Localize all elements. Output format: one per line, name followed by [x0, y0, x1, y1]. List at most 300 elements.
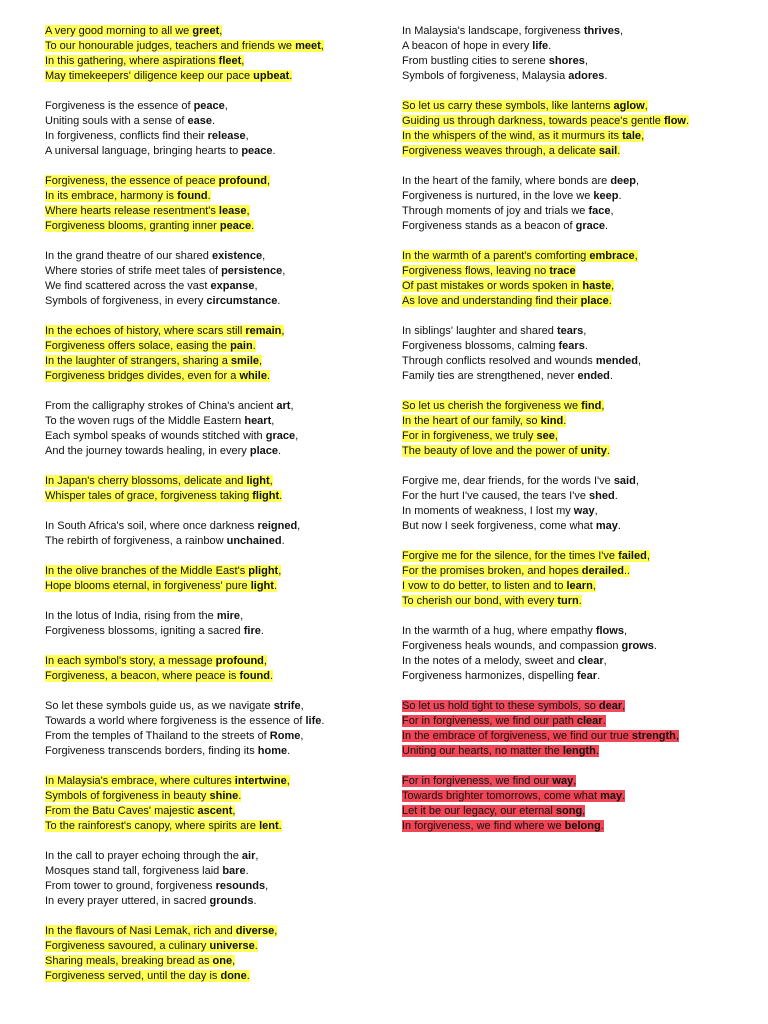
line-highlight — [45, 175, 270, 187]
rhyme-word: learn — [566, 580, 593, 592]
poem-line — [402, 504, 742, 519]
poem-line — [402, 369, 742, 384]
rhyme-word: mire — [216, 610, 241, 622]
line-text: Through conflicts resolved and wounds — [402, 355, 596, 367]
line-highlight — [45, 535, 285, 547]
poem-line — [402, 69, 742, 84]
line-text: In South Africa's soil, where once darkness — [45, 520, 258, 532]
line-text: In forgiveness, we find where we — [402, 820, 565, 832]
line-punctuation: , — [573, 775, 577, 787]
line-text: So let us carry these symbols, like lanterns — [402, 100, 614, 112]
line-punctuation: . — [245, 865, 249, 877]
line-text: In moments of weakness, I lost my — [402, 505, 574, 517]
line-text: Of past mistakes or words spoken in — [402, 280, 583, 292]
line-punctuation: . — [246, 970, 250, 982]
line-punctuation: , — [554, 430, 558, 442]
line-highlight — [402, 115, 689, 127]
rhyme-word: find — [581, 400, 602, 412]
line-punctuation: , — [582, 805, 586, 817]
rhyme-word: place — [580, 295, 609, 307]
line-punctuation: , — [297, 520, 301, 532]
line-punctuation: .. — [623, 565, 631, 577]
line-text: Forgive me for the silence, for the times I've — [402, 550, 619, 562]
line-punctuation: , — [635, 475, 639, 487]
rhyme-word: mended — [595, 355, 639, 367]
poem-line — [45, 399, 380, 414]
line-punctuation: . — [597, 670, 601, 682]
line-punctuation: , — [266, 175, 270, 187]
poem-line — [402, 489, 742, 504]
line-highlight — [45, 940, 258, 952]
poem-line — [45, 939, 380, 954]
poem-line — [402, 474, 742, 489]
line-punctuation: , — [224, 100, 228, 112]
rhyme-word: greet — [192, 25, 220, 37]
stanza — [45, 324, 380, 384]
poem-line — [45, 279, 380, 294]
poem-line — [402, 804, 742, 819]
rhyme-word: fire — [243, 625, 261, 637]
poem-line — [402, 819, 742, 834]
line-text: Hope blooms eternal, in forgiveness' pure — [45, 580, 251, 592]
line-punctuation: , — [219, 25, 223, 37]
rhyme-word: profound — [215, 655, 264, 667]
line-punctuation: , — [594, 505, 598, 517]
rhyme-word: resounds — [215, 880, 266, 892]
poem-line — [45, 354, 380, 369]
poem-line — [402, 294, 742, 309]
line-punctuation: . — [287, 745, 291, 757]
line-text: In the warmth of a hug, where empathy — [402, 625, 596, 637]
line-highlight — [45, 205, 250, 217]
line-text: Forgiveness, the essence of peace — [45, 175, 219, 187]
line-highlight — [402, 280, 614, 292]
line-text: In its embrace, harmony is — [45, 190, 178, 202]
line-text: Whisper tales of grace, forgiveness taking — [45, 490, 253, 502]
line-text: In the warmth of a parent's comforting — [402, 250, 590, 262]
poem-line — [402, 729, 742, 744]
line-highlight — [402, 745, 599, 757]
rhyme-word: strife — [273, 700, 301, 712]
poem-line — [45, 894, 380, 909]
line-highlight — [45, 520, 300, 532]
rhyme-word: flight — [252, 490, 280, 502]
rhyme-word: tears — [556, 325, 584, 337]
line-text: In Malaysia's embrace, where cultures — [45, 775, 235, 787]
line-punctuation: . — [281, 535, 285, 547]
line-highlight — [402, 130, 644, 142]
stanza — [45, 849, 380, 909]
poem-line — [45, 564, 380, 579]
rhyme-word: peace — [241, 145, 273, 157]
stanza — [45, 609, 380, 639]
rhyme-word: upbeat — [253, 70, 290, 82]
line-text: For in forgiveness, we truly — [402, 430, 537, 442]
rhyme-word: failed — [618, 550, 647, 562]
line-text: Symbols of forgiveness in beauty — [45, 790, 210, 802]
poem-line — [402, 744, 742, 759]
poem-line — [45, 24, 380, 39]
line-highlight — [402, 805, 585, 817]
poem-line — [402, 564, 742, 579]
poem-line — [45, 744, 380, 759]
line-punctuation: , — [290, 400, 294, 412]
rhyme-word: embrace — [589, 250, 635, 262]
stanza — [402, 324, 742, 384]
line-text: To the rainforest's canopy, where spirits are — [45, 820, 260, 832]
poem-line — [45, 729, 380, 744]
rhyme-word: light — [246, 475, 270, 487]
rhyme-word: life — [305, 715, 322, 727]
rhyme-word: remain — [245, 325, 282, 337]
rhyme-word: unchained — [226, 535, 282, 547]
line-punctuation: . — [685, 115, 690, 127]
line-punctuation: . — [605, 220, 609, 232]
poem-line — [402, 189, 742, 204]
rhyme-word: found — [239, 670, 270, 682]
poem-line — [45, 849, 380, 864]
line-punctuation: , — [603, 655, 607, 667]
line-punctuation: . — [563, 415, 567, 427]
stanza — [45, 399, 380, 459]
rhyme-word: done — [220, 970, 247, 982]
line-highlight — [45, 730, 303, 742]
poem-line — [402, 654, 742, 669]
rhyme-word: haste — [582, 280, 612, 292]
stanza — [45, 474, 380, 504]
line-text: For in forgiveness, we find our path — [402, 715, 577, 727]
poem-line — [402, 324, 742, 339]
line-punctuation: , — [584, 55, 588, 67]
line-text: Through moments of joy and trials we — [402, 205, 589, 217]
line-highlight — [45, 610, 243, 622]
poem-line — [402, 549, 742, 564]
poem-line — [45, 819, 380, 834]
rhyme-word: way — [552, 775, 574, 787]
rhyme-word: may — [595, 520, 618, 532]
poem-line — [402, 249, 742, 264]
line-highlight — [45, 115, 215, 127]
poem-line — [45, 609, 380, 624]
line-highlight — [402, 430, 558, 442]
line-highlight — [402, 220, 608, 232]
line-punctuation: , — [274, 925, 278, 937]
line-highlight — [45, 400, 294, 412]
line-punctuation: . — [548, 40, 552, 52]
line-text: For the promises broken, and hopes — [402, 565, 582, 577]
line-punctuation: , — [262, 250, 266, 262]
line-punctuation: , — [255, 850, 259, 862]
poem-line — [45, 39, 380, 54]
stanza — [402, 549, 742, 609]
rhyme-word: art — [276, 400, 291, 412]
rhyme-word: tale — [622, 130, 642, 142]
rhyme-word: Rome — [269, 730, 301, 742]
line-text: In the whispers of the wind, as it murmurs its — [402, 130, 623, 142]
line-punctuation: , — [644, 100, 648, 112]
line-text: I vow to do better, to listen and to — [402, 580, 567, 592]
line-punctuation: , — [246, 205, 250, 217]
poem-line — [45, 264, 380, 279]
rhyme-word: fears — [558, 340, 585, 352]
line-highlight — [402, 820, 604, 832]
line-highlight — [45, 580, 277, 592]
line-highlight — [45, 475, 273, 487]
line-text: Towards a world where forgiveness is the essence of — [45, 715, 306, 727]
poem-line — [45, 129, 380, 144]
line-punctuation: . — [260, 625, 264, 637]
line-highlight — [402, 520, 621, 532]
line-highlight — [402, 205, 614, 217]
rhyme-word: sail — [598, 145, 618, 157]
line-text: In the notes of a melody, sweet and — [402, 655, 578, 667]
rhyme-word: lent — [259, 820, 279, 832]
rhyme-word: universe — [209, 940, 255, 952]
rhyme-word: dear — [598, 700, 623, 712]
line-highlight — [402, 265, 576, 277]
line-text: In the heart of the family, where bonds are — [402, 175, 611, 187]
poem-line — [45, 879, 380, 894]
line-text: In the embrace of forgiveness, we find our true — [402, 730, 632, 742]
line-highlight — [45, 655, 267, 667]
line-punctuation: . — [266, 370, 271, 382]
line-text: A very good morning to all we — [45, 25, 193, 37]
poem-line — [402, 624, 742, 639]
line-text: In this gathering, where aspirations — [45, 55, 219, 67]
rhyme-word: shores — [548, 55, 585, 67]
rhyme-word: grows — [621, 640, 654, 652]
line-punctuation: . — [272, 145, 276, 157]
line-punctuation: , — [601, 400, 605, 412]
rhyme-word: see — [536, 430, 555, 442]
line-text: In the heart of our family, so — [402, 415, 541, 427]
rhyme-word: found — [177, 190, 208, 202]
line-highlight — [402, 40, 551, 52]
poem-line — [402, 39, 742, 54]
line-punctuation: , — [583, 325, 587, 337]
poem-line — [45, 654, 380, 669]
line-highlight — [45, 790, 241, 802]
poem-line — [45, 789, 380, 804]
line-text: Each symbol speaks of wounds stitched with — [45, 430, 266, 442]
rhyme-word: plight — [248, 565, 279, 577]
line-highlight — [402, 445, 610, 457]
line-punctuation: . — [289, 70, 293, 82]
line-text: A universal language, bringing hearts to — [45, 145, 242, 157]
line-highlight — [402, 415, 566, 427]
rhyme-word: flows — [595, 625, 624, 637]
line-text: Forgiveness blossoms, igniting a sacred — [45, 625, 244, 637]
line-punctuation: . — [252, 340, 256, 352]
line-punctuation: , — [592, 580, 596, 592]
poem-line — [402, 414, 742, 429]
poem-line — [402, 639, 742, 654]
rhyme-word: shed — [589, 490, 615, 502]
line-text: Mosques stand tall, forgiveness laid — [45, 865, 223, 877]
rhyme-word: grace — [575, 220, 606, 232]
line-punctuation: . — [614, 490, 618, 502]
line-highlight — [45, 445, 281, 457]
rhyme-word: diverse — [235, 925, 275, 937]
poem-line — [402, 669, 742, 684]
line-punctuation: . — [608, 295, 612, 307]
line-punctuation: . — [609, 370, 613, 382]
rhyme-word: ease — [187, 115, 212, 127]
line-highlight — [45, 220, 254, 232]
line-highlight — [45, 775, 290, 787]
line-text: In siblings' laughter and shared — [402, 325, 557, 337]
stanza — [45, 24, 380, 84]
line-highlight — [402, 250, 638, 262]
poem-line — [45, 534, 380, 549]
line-text: The beauty of love and the power of — [402, 445, 581, 457]
poem-line — [402, 399, 742, 414]
line-highlight — [402, 490, 618, 502]
line-text: From bustling cities to serene — [402, 55, 549, 67]
rhyme-word: existence — [211, 250, 263, 262]
rhyme-word: heart — [244, 415, 272, 427]
line-highlight — [45, 895, 257, 907]
rhyme-word: thrives — [583, 25, 620, 37]
rhyme-word: circumstance — [206, 295, 278, 307]
poem-line — [402, 219, 742, 234]
poem-line — [402, 174, 742, 189]
line-highlight — [402, 55, 588, 67]
line-text: The rebirth of forgiveness, a rainbow — [45, 535, 227, 547]
rhyme-word: said — [613, 475, 636, 487]
stanza — [402, 474, 742, 534]
line-text: Forgiveness blossoms, calming — [402, 340, 559, 352]
rhyme-word: life — [532, 40, 549, 52]
line-punctuation: , — [281, 325, 285, 337]
line-highlight — [402, 400, 604, 412]
poem-line — [402, 699, 742, 714]
stanza — [402, 699, 742, 759]
rhyme-word: light — [250, 580, 274, 592]
line-punctuation: . — [600, 820, 604, 832]
line-punctuation: , — [619, 25, 624, 37]
line-highlight — [45, 415, 274, 427]
line-text: Forgiveness savoured, a culinary — [45, 940, 210, 952]
rhyme-word: fleet — [218, 55, 242, 67]
line-text: To our honourable judges, teachers and friends we — [45, 40, 296, 52]
line-highlight — [45, 820, 282, 832]
line-text: Forgiveness weaves through, a delicate — [402, 145, 599, 157]
line-punctuation: . — [279, 490, 283, 502]
line-text: Family ties are strengthened, never — [402, 370, 578, 382]
line-text: From tower to ground, forgiveness — [45, 880, 216, 892]
rhyme-word: while — [239, 370, 267, 382]
line-highlight — [402, 340, 588, 352]
poem-column-left — [45, 24, 380, 999]
line-highlight — [45, 70, 292, 82]
rhyme-word: clear — [576, 715, 603, 727]
line-highlight — [45, 955, 235, 967]
stanza — [45, 774, 380, 834]
line-text: Forgiveness, a beacon, where peace is — [45, 670, 240, 682]
rhyme-word: length — [562, 745, 596, 757]
poem-line — [45, 714, 380, 729]
rhyme-word: intertwine — [234, 775, 287, 787]
poem-line — [45, 174, 380, 189]
line-punctuation: . — [617, 145, 621, 157]
line-highlight — [45, 925, 277, 937]
line-text: In the olive branches of the Middle East's — [45, 565, 249, 577]
line-punctuation: . — [254, 940, 258, 952]
rhyme-word: clear — [577, 655, 604, 667]
poem-line — [45, 954, 380, 969]
rhyme-word: shine — [209, 790, 239, 802]
line-text: Forgiveness blooms, granting inner — [45, 220, 220, 232]
line-highlight — [402, 595, 582, 607]
line-highlight — [402, 550, 650, 562]
line-punctuation: , — [241, 55, 245, 67]
line-punctuation: , — [265, 880, 269, 892]
rhyme-word: way — [573, 505, 595, 517]
poem-line — [402, 354, 742, 369]
line-text: Uniting our hearts, no matter the — [402, 745, 563, 757]
line-punctuation: , — [300, 700, 304, 712]
line-text: Symbols of forgiveness, in every — [45, 295, 207, 307]
poem-line — [45, 324, 380, 339]
rhyme-word: home — [257, 745, 288, 757]
line-highlight — [45, 250, 265, 262]
line-text: From the calligraphy strokes of China's ancient — [45, 400, 277, 412]
rhyme-word: flow — [663, 115, 686, 127]
line-text: As love and understanding find their — [402, 295, 581, 307]
rhyme-word: place — [249, 445, 278, 457]
poem-line — [45, 804, 380, 819]
line-punctuation: . — [273, 580, 277, 592]
line-text: Let it be our legacy, our eternal — [402, 805, 556, 817]
rhyme-word: unity — [580, 445, 607, 457]
line-punctuation: , — [611, 280, 615, 292]
poem-line — [402, 594, 742, 609]
poem-line — [45, 864, 380, 879]
rhyme-word: deep — [610, 175, 636, 187]
poem-line — [402, 339, 742, 354]
line-punctuation: . — [251, 220, 255, 232]
line-punctuation: , — [286, 775, 290, 787]
poem-line — [45, 969, 380, 984]
line-highlight — [402, 625, 627, 637]
line-text: Forgiveness bridges divides, even for a — [45, 370, 240, 382]
line-punctuation: , — [622, 700, 626, 712]
rhyme-word: kind — [540, 415, 564, 427]
line-text: Symbols of forgiveness, Malaysia — [402, 70, 569, 82]
line-punctuation: , — [638, 355, 642, 367]
line-text: Forgiveness harmonizes, dispelling — [402, 670, 577, 682]
poem-line — [45, 114, 380, 129]
line-punctuation: , — [675, 730, 679, 742]
line-punctuation: . — [604, 70, 608, 82]
poem-line — [45, 54, 380, 69]
line-text: So let us hold tight to these symbols, so — [402, 700, 599, 712]
rhyme-word: one — [212, 955, 233, 967]
stanza — [45, 519, 380, 549]
line-punctuation: . — [595, 745, 599, 757]
poem-line — [45, 189, 380, 204]
line-text: Towards brighter tomorrows, come what — [402, 790, 601, 802]
rhyme-word: reigned — [257, 520, 298, 532]
line-highlight — [402, 295, 612, 307]
line-text: In the echoes of history, where scars still — [45, 325, 246, 337]
poem-line — [45, 219, 380, 234]
rhyme-word: expanse — [210, 280, 255, 292]
line-highlight — [402, 145, 620, 157]
line-text: To the woven rugs of the Middle Eastern — [45, 415, 245, 427]
rhyme-word: meet — [295, 40, 321, 52]
